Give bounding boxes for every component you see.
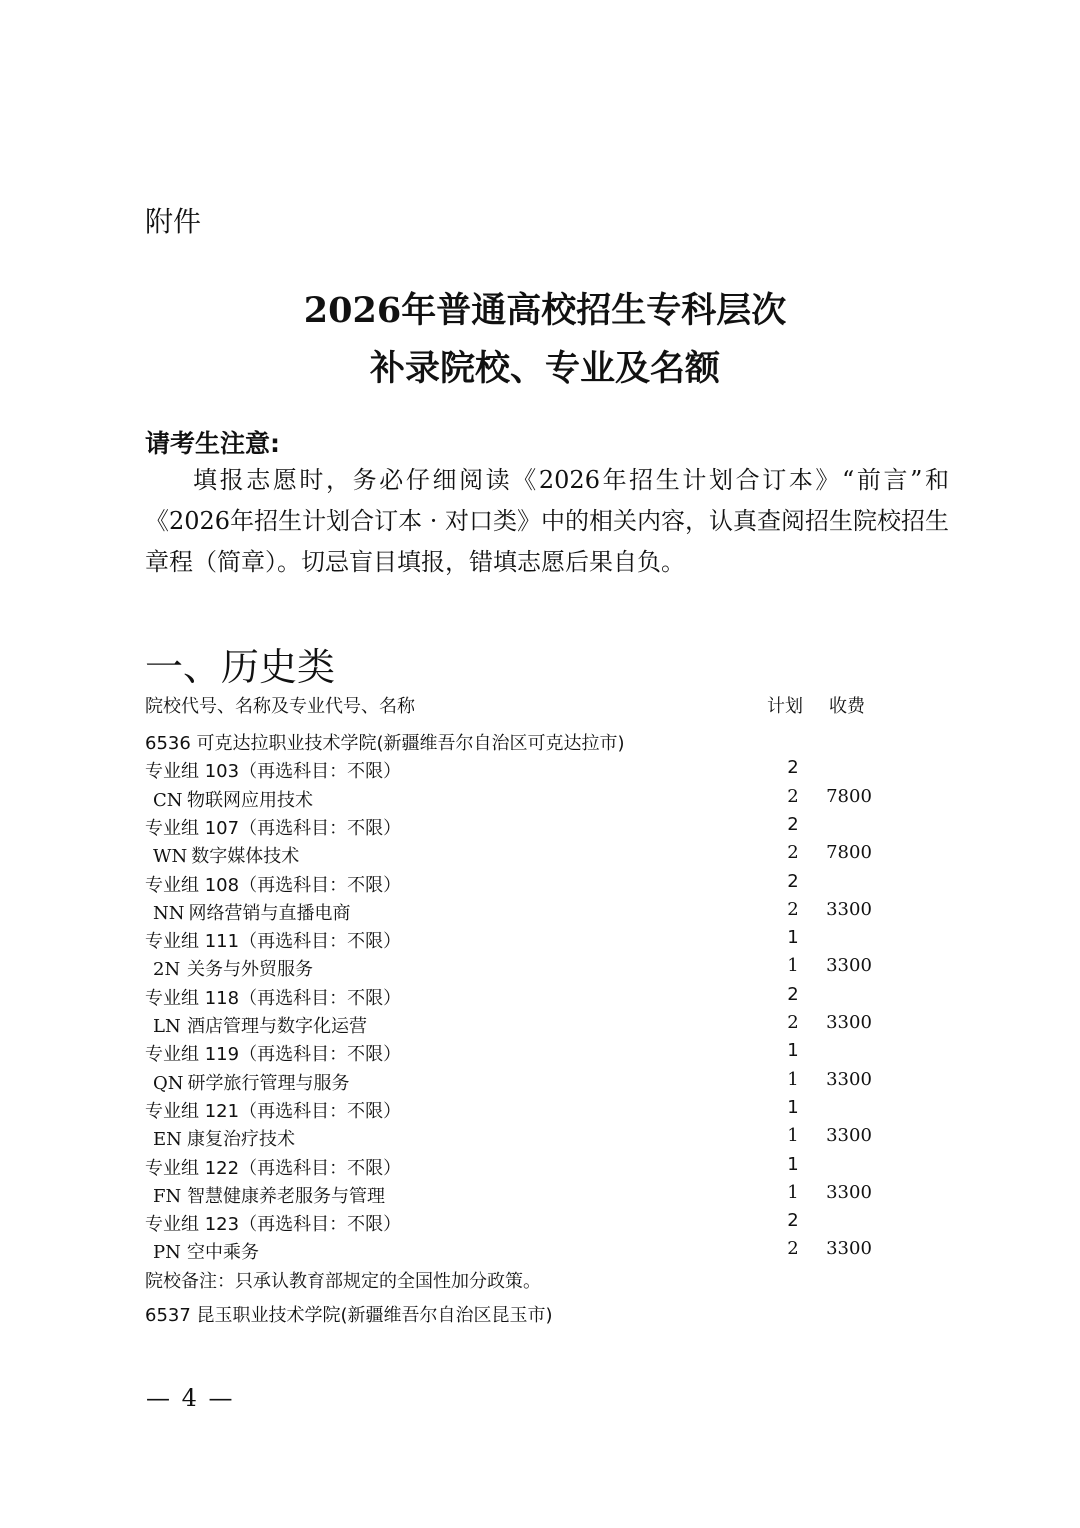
major-name: 智慧健康养老服务与管理	[187, 1185, 385, 1207]
plan-count: 1	[787, 1068, 799, 1090]
major-code: LN	[153, 1016, 181, 1037]
notice-body: 填报志愿时，务必仔细阅读《2026年招生计划合订本》“前言”和《2026年招生计划合订本 · 对口类》中的相关内容，认真查阅招生院校招生章程（简章）。切忌盲目填报，错填志愿后果自负。	[145, 466, 949, 576]
major-name: 康复治疗技术	[187, 1129, 295, 1151]
notice-heading: 请考生注意:	[145, 429, 280, 458]
major-row	[0, 1012, 1080, 1040]
major-name: 网络营销与直播电商	[188, 902, 351, 924]
major-code: WN	[153, 846, 188, 868]
major-row	[0, 786, 1080, 814]
major-group-row	[0, 871, 1080, 899]
plan-count: 2	[787, 870, 799, 892]
note-name: 院校备注：只承认教育部规定的全国性加分政策。	[145, 1270, 541, 1292]
college-note-row	[0, 1267, 1080, 1295]
plan-count: 2	[787, 757, 799, 779]
plan-count: 1	[787, 955, 799, 977]
plan-count: 1	[787, 1153, 799, 1175]
major-group-row	[0, 984, 1080, 1012]
major-row	[0, 1125, 1080, 1153]
tuition-fee: 3300	[826, 1125, 872, 1147]
group-name: 专业组 121（再选科目：不限）	[145, 1100, 402, 1122]
major-label	[153, 1012, 367, 1038]
major-code: FN	[153, 1185, 182, 1207]
major-label	[153, 1182, 385, 1208]
tuition-fee: 3300	[826, 1181, 872, 1203]
attachment-label: 附件	[145, 205, 202, 238]
college-row	[0, 729, 1080, 757]
major-group-row	[0, 1040, 1080, 1068]
plan-count: 1	[787, 1040, 799, 1062]
plan-count: 1	[787, 927, 799, 949]
major-label	[153, 1069, 350, 1095]
major-label	[153, 1238, 259, 1264]
plan-count: 2	[787, 842, 799, 864]
tuition-fee: 3300	[826, 898, 872, 920]
tuition-fee: 3300	[826, 1012, 872, 1033]
major-group-row	[0, 1097, 1080, 1125]
major-code: NN	[153, 902, 185, 924]
tuition-fee: 3300	[826, 1068, 872, 1090]
plan-count: 2	[787, 785, 799, 807]
column-header-name: 院校代号、名称及专业代号、名称	[145, 696, 415, 717]
group-name: 专业组 123（再选科目：不限）	[145, 1214, 402, 1236]
group-name: 专业组 119（再选科目：不限）	[145, 1044, 402, 1066]
plan-count: 2	[787, 1210, 799, 1232]
major-group-row	[0, 814, 1080, 842]
plan-count: 2	[787, 983, 799, 1005]
plan-count: 2	[787, 1238, 799, 1260]
group-name: 专业组 122（再选科目：不限）	[145, 1157, 402, 1179]
column-header-plan: 计划	[767, 696, 803, 717]
group-name: 专业组 111（再选科目：不限）	[145, 931, 402, 953]
major-group-row	[0, 1154, 1080, 1182]
tuition-fee: 7800	[826, 785, 872, 807]
major-row	[0, 1238, 1080, 1266]
document-title-line1: 2026年普通高校招生专科层次	[303, 290, 787, 331]
major-row	[0, 1069, 1080, 1097]
page-number: — 4 —	[146, 1384, 235, 1412]
plan-count: 1	[787, 1181, 799, 1203]
major-row	[0, 842, 1080, 870]
group-name: 专业组 107（再选科目：不限）	[145, 817, 402, 839]
major-label	[153, 786, 313, 812]
plan-count: 2	[787, 813, 799, 835]
college-name: 6536 可克达拉职业技术学院(新疆维吾尔自治区可克达拉市)	[145, 733, 625, 754]
group-name: 专业组 108（再选科目：不限）	[145, 874, 402, 896]
plan-count: 2	[787, 1012, 799, 1033]
major-name: 关务与外贸服务	[187, 959, 313, 981]
major-label	[153, 899, 351, 925]
major-row	[0, 955, 1080, 983]
college-name: 6537 昆玉职业技术学院(新疆维吾尔自治区昆玉市)	[145, 1305, 553, 1326]
major-name: 物联网应用技术	[187, 789, 313, 811]
plan-count: 2	[787, 898, 799, 920]
tuition-fee: 7800	[826, 842, 872, 864]
college-row	[0, 1301, 1080, 1329]
major-group-row	[0, 757, 1080, 785]
major-label	[153, 1125, 295, 1151]
major-code: CN	[153, 789, 183, 811]
major-group-row	[0, 927, 1080, 955]
plan-count: 1	[787, 1096, 799, 1118]
group-name: 专业组 103（再选科目：不限）	[145, 761, 402, 783]
major-label	[153, 842, 299, 868]
major-label	[153, 955, 313, 981]
major-name: 数字媒体技术	[191, 846, 300, 868]
plan-count: 1	[787, 1125, 799, 1147]
major-row	[0, 899, 1080, 927]
group-name: 专业组 118（再选科目：不限）	[145, 987, 402, 1009]
tuition-fee: 3300	[826, 1238, 872, 1260]
major-code: 2N	[153, 959, 181, 981]
column-header-fee: 收费	[829, 696, 865, 717]
major-code: EN	[153, 1129, 182, 1151]
tuition-fee: 3300	[826, 955, 872, 977]
major-name: 空中乘务	[187, 1242, 259, 1264]
major-name: 研学旅行管理与服务	[187, 1072, 350, 1094]
document-title-line2: 补录院校、专业及名额	[369, 348, 720, 389]
major-code: PN	[153, 1242, 181, 1264]
major-name: 酒店管理与数字化运营	[187, 1016, 367, 1037]
major-group-row	[0, 1210, 1080, 1238]
major-code: QN	[153, 1072, 184, 1094]
section-title: 一、历史类	[145, 645, 336, 689]
major-row	[0, 1182, 1080, 1210]
